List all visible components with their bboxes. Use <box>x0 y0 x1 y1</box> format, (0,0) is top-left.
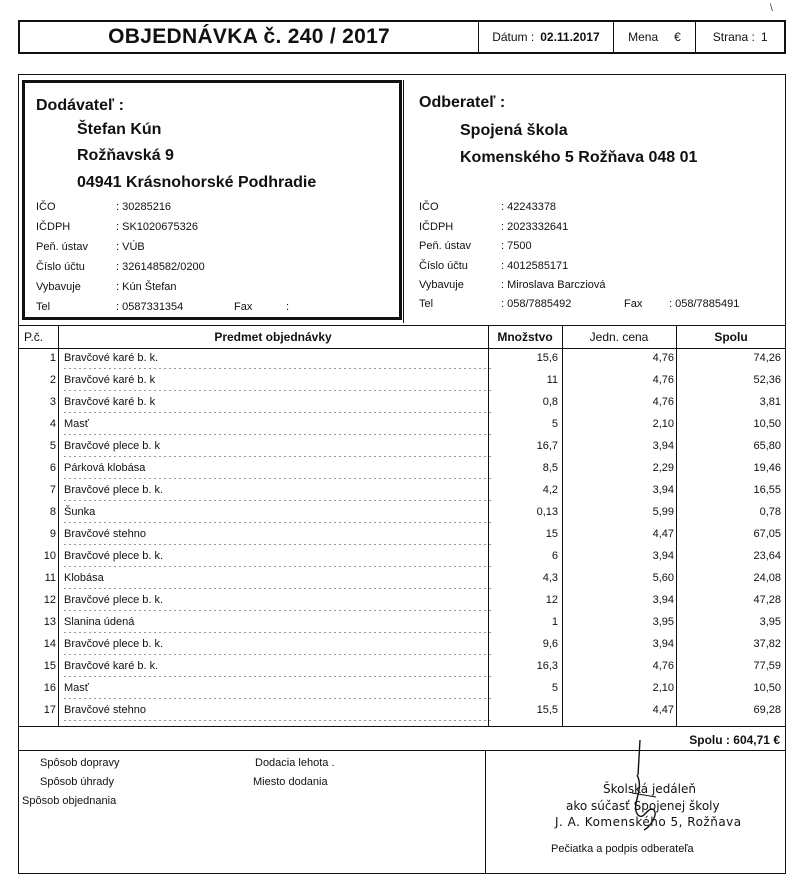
row-underline <box>64 720 494 721</box>
row-qty: 11 <box>546 374 558 386</box>
col-header-qty: Množstvo <box>497 330 553 344</box>
table-row <box>18 502 786 524</box>
stamp-line-3: J. A. Komenského 5, Rožňava <box>555 815 742 829</box>
row-total: 37,82 <box>753 638 781 650</box>
row-number: 5 <box>49 440 56 452</box>
row-total: 77,59 <box>753 660 781 672</box>
currency-cell <box>614 22 697 52</box>
delivery-place-label: Miesto dodania <box>253 776 328 788</box>
table-row <box>18 524 786 546</box>
row-number: 17 <box>43 704 56 716</box>
row-qty: 16,3 <box>536 660 558 672</box>
row-item: Bravčové plece b. k. <box>64 638 164 650</box>
footer-divider <box>485 750 486 874</box>
row-number: 13 <box>43 616 56 628</box>
row-underline <box>64 676 494 677</box>
row-number: 16 <box>43 682 56 694</box>
supplier-ico-row <box>36 201 171 213</box>
date-cell <box>479 22 613 52</box>
row-price: 2,10 <box>652 418 674 430</box>
row-total: 47,28 <box>753 594 781 606</box>
supplier-box <box>22 80 402 320</box>
ordering-label: Spôsob objednania <box>22 795 117 807</box>
row-qty: 1 <box>551 616 558 628</box>
row-total: 24,08 <box>753 572 781 584</box>
row-number: 4 <box>49 418 56 430</box>
table-row <box>18 436 786 458</box>
supplier-field-label: Číslo účtu <box>36 261 85 273</box>
supplier-city: 04941 Krásnohorské Podhradie <box>77 174 317 191</box>
row-total: 3,95 <box>759 616 781 628</box>
row-underline <box>64 478 494 479</box>
row-qty: 15 <box>545 528 558 540</box>
table-sum-rule <box>18 726 786 727</box>
row-number: 3 <box>49 396 56 408</box>
row-number: 9 <box>49 528 56 540</box>
supplier-field-label: Tel <box>36 301 51 313</box>
row-qty: 15,6 <box>536 352 558 364</box>
row-underline <box>64 368 494 369</box>
buyer-field-label: Vybavuje <box>419 279 464 291</box>
row-number: 8 <box>49 506 56 518</box>
row-price: 4,47 <box>652 528 674 540</box>
row-qty: 16,7 <box>536 440 558 452</box>
col-header-no: P.č. <box>24 330 44 344</box>
row-price: 4,76 <box>652 396 674 408</box>
row-number: 2 <box>49 374 56 386</box>
supplier-field-value: : Kún Štefan <box>116 281 177 293</box>
buyer-field-label: Číslo účtu <box>419 260 468 272</box>
stamp-line-1: Školská jedáleň <box>603 782 696 796</box>
row-item: Bravčové karé b. k <box>64 396 156 408</box>
buyer-tel-row <box>419 298 779 310</box>
supplier-field-value: : 326148582/0200 <box>116 261 205 273</box>
buyer-ico-row <box>419 201 556 213</box>
supplier-heading: Dodávateľ : <box>36 97 124 114</box>
supplier-field-label: IČO <box>36 201 56 213</box>
row-qty: 0,8 <box>542 396 558 408</box>
row-number: 10 <box>43 550 56 562</box>
buyer-field-value: : 058/7885492 <box>501 298 572 310</box>
row-underline <box>64 610 494 611</box>
row-item: Bravčové karé b. k. <box>64 352 159 364</box>
row-price: 3,94 <box>652 638 674 650</box>
buyer-field-label: IČDPH <box>419 221 454 233</box>
row-underline <box>64 632 494 633</box>
signature-label: Pečiatka a podpis odberateľa <box>551 843 694 855</box>
supplier-field-value: : SK1020675326 <box>116 221 198 233</box>
supplier-field-value: : VÚB <box>116 241 145 253</box>
row-underline <box>64 654 494 655</box>
row-price: 3,94 <box>652 550 674 562</box>
row-item: Šunka <box>64 506 96 518</box>
table-row <box>18 348 786 370</box>
supplier-field-label: Peň. ústav <box>36 241 88 253</box>
table-row <box>18 634 786 656</box>
buyer-field-value: : 2023332641 <box>501 221 569 233</box>
row-price: 3,94 <box>652 484 674 496</box>
currency-label: Mena <box>628 30 659 44</box>
row-qty: 9,6 <box>542 638 558 650</box>
row-item: Bravčové plece b. k <box>64 440 160 452</box>
order-total-label: Spolu : <box>689 733 730 747</box>
table-row <box>18 700 786 722</box>
row-qty: 6 <box>551 550 558 562</box>
row-total: 10,50 <box>753 418 781 430</box>
table-row <box>18 546 786 568</box>
col-header-unit-price: Jedn. cena <box>589 330 649 344</box>
row-total: 52,36 <box>753 374 781 386</box>
row-item: Párková klobása <box>64 462 146 474</box>
table-row <box>18 590 786 612</box>
buyer-address: Komenského 5 Rožňava 048 01 <box>460 149 698 166</box>
buyer-fax-value: : 058/7885491 <box>669 298 740 310</box>
supplier-field-value: : 30285216 <box>116 201 172 213</box>
row-price: 3,94 <box>652 594 674 606</box>
page-cell <box>696 22 784 52</box>
supplier-tel-row <box>36 301 376 313</box>
supplier-field-value: : 0587331354 <box>116 301 184 313</box>
buyer-field-value: : 42243378 <box>501 201 557 213</box>
row-item: Slanina údená <box>64 616 135 628</box>
row-item: Bravčové karé b. k. <box>64 660 159 672</box>
row-number: 6 <box>49 462 56 474</box>
stamp-line-2: ako súčasť Spojenej školy <box>566 799 720 813</box>
row-price: 2,10 <box>652 682 674 694</box>
order-title: OBJEDNÁVKA č. 240 / 2017 <box>20 22 479 52</box>
currency-value: € <box>674 30 681 44</box>
date-value: 02.11.2017 <box>540 30 600 44</box>
page-value: 1 <box>760 30 768 44</box>
date-label: Dátum : <box>492 30 535 44</box>
table-row <box>18 612 786 634</box>
row-item: Bravčové plece b. k. <box>64 594 164 606</box>
row-number: 15 <box>43 660 56 672</box>
supplier-icdph-row <box>36 221 198 233</box>
supplier-bank-row <box>36 241 145 253</box>
row-total: 16,55 <box>753 484 781 496</box>
col-header-total: Spolu <box>714 330 748 344</box>
buyer-field-label: Tel <box>419 298 434 310</box>
row-underline <box>64 522 494 523</box>
document-header <box>18 20 786 54</box>
transport-label: Spôsob dopravy <box>40 757 120 769</box>
buyer-field-value: : 4012585171 <box>501 260 569 272</box>
row-qty: 15,5 <box>536 704 558 716</box>
row-price: 3,95 <box>652 616 674 628</box>
buyer-contact-row <box>419 279 606 291</box>
table-row <box>18 480 786 502</box>
table-row <box>18 458 786 480</box>
table-row <box>18 568 786 590</box>
row-item: Masť <box>64 682 89 694</box>
row-qty: 0,13 <box>536 506 558 518</box>
row-qty: 4,2 <box>542 484 558 496</box>
row-total: 69,28 <box>753 704 781 716</box>
order-total-value: 604,71 € <box>733 733 780 747</box>
table-row <box>18 370 786 392</box>
row-item: Bravčové plece b. k. <box>64 550 164 562</box>
signature-graphic <box>610 735 700 835</box>
buyer-field-value: : 7500 <box>501 240 532 252</box>
buyer-account-row <box>419 260 568 272</box>
row-number: 7 <box>49 484 56 496</box>
table-row <box>18 392 786 414</box>
row-total: 67,05 <box>753 528 781 540</box>
table-row <box>18 656 786 678</box>
row-underline <box>64 390 494 391</box>
row-price: 4,47 <box>652 704 674 716</box>
row-item: Bravčové stehno <box>64 704 146 716</box>
row-total: 23,64 <box>753 550 781 562</box>
row-underline <box>64 698 494 699</box>
row-total: 65,80 <box>753 440 781 452</box>
page-label: Strana : <box>712 30 755 44</box>
row-underline <box>64 434 494 435</box>
row-price: 4,76 <box>652 374 674 386</box>
row-total: 10,50 <box>753 682 781 694</box>
buyer-bank-row <box>419 240 532 252</box>
supplier-contact-row <box>36 281 177 293</box>
row-item: Bravčové stehno <box>64 528 146 540</box>
party-divider <box>403 80 404 323</box>
row-number: 11 <box>44 572 56 584</box>
row-total: 74,26 <box>753 352 781 364</box>
row-price: 4,76 <box>652 352 674 364</box>
row-qty: 4,3 <box>542 572 558 584</box>
row-number: 1 <box>49 352 56 364</box>
buyer-field-label: IČO <box>419 201 439 213</box>
supplier-fax-value: : <box>286 301 290 313</box>
col-header-item: Predmet objednávky <box>214 330 332 344</box>
table-row <box>18 414 786 436</box>
row-underline <box>64 544 494 545</box>
buyer-name: Spojená škola <box>460 122 568 139</box>
row-total: 19,46 <box>753 462 781 474</box>
row-item: Bravčové plece b. k. <box>64 484 164 496</box>
supplier-fax-label: Fax <box>234 301 253 313</box>
supplier-street: Rožňavská 9 <box>77 147 174 164</box>
buyer-field-label: Peň. ústav <box>419 240 471 252</box>
row-price: 5,60 <box>652 572 674 584</box>
row-item: Masť <box>64 418 89 430</box>
row-total: 3,81 <box>759 396 781 408</box>
supplier-field-label: IČDPH <box>36 221 71 233</box>
supplier-account-row <box>36 261 205 273</box>
row-price: 2,29 <box>652 462 674 474</box>
buyer-fax-label: Fax <box>624 298 643 310</box>
row-price: 5,99 <box>652 506 674 518</box>
buyer-field-value: : Miroslava Barcziová <box>501 279 606 291</box>
row-number: 14 <box>43 638 56 650</box>
row-qty: 12 <box>545 594 558 606</box>
row-price: 4,76 <box>652 660 674 672</box>
row-qty: 5 <box>551 418 558 430</box>
row-underline <box>64 456 494 457</box>
payment-label: Spôsob úhrady <box>40 776 114 788</box>
table-row <box>18 678 786 700</box>
row-qty: 5 <box>551 682 558 694</box>
row-number: 12 <box>43 594 56 606</box>
supplier-field-label: Vybavuje <box>36 281 81 293</box>
row-price: 3,94 <box>652 440 674 452</box>
row-item: Klobása <box>64 572 104 584</box>
buyer-heading: Odberateľ : <box>419 94 506 111</box>
buyer-icdph-row <box>419 221 568 233</box>
buyer-box <box>405 80 783 320</box>
row-underline <box>64 566 494 567</box>
row-qty: 8,5 <box>542 462 558 474</box>
row-total: 0,78 <box>759 506 781 518</box>
supplier-name: Štefan Kún <box>77 121 162 138</box>
row-underline <box>64 588 494 589</box>
row-underline <box>64 500 494 501</box>
delivery-time-label: Dodacia lehota . <box>255 757 335 769</box>
row-item: Bravčové karé b. k <box>64 374 156 386</box>
row-underline <box>64 412 494 413</box>
corner-mark: \ <box>770 3 773 14</box>
